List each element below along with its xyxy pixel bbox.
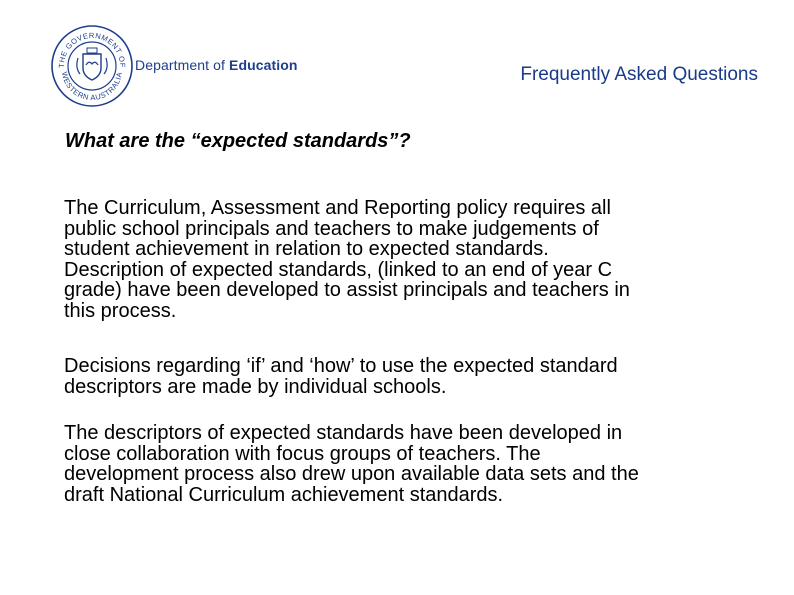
paragraph-line: descriptors are made by individual schools. [64, 375, 447, 398]
paragraph-development [64, 423, 764, 505]
paragraph-line: draft National Curriculum achievement standards. [64, 483, 504, 506]
department-name: Education [229, 57, 298, 73]
paragraph-line: public school principals and teachers to make judgements of [64, 217, 599, 240]
paragraph-decisions [64, 356, 764, 397]
svg-text:WESTERN AUSTRALIA: WESTERN AUSTRALIA [59, 70, 125, 103]
government-seal-logo [50, 24, 134, 108]
department-logo-text [135, 57, 298, 73]
paragraph-line: The descriptors of expected standards have been developed in [64, 422, 623, 444]
paragraph-line: close collaboration with focus groups of teachers. The [64, 442, 541, 465]
paragraph-line: Decisions regarding ‘if’ and ‘how’ to use the expected standard [64, 355, 618, 377]
paragraph-line: Description of expected standards, (linked to an end of year C [64, 258, 613, 281]
svg-text:THE GOVERNMENT OF: THE GOVERNMENT OF [56, 30, 128, 69]
paragraph-line: The Curriculum, Assessment and Reporting policy requires all [64, 197, 611, 219]
header-title: Frequently Asked Questions [520, 64, 758, 85]
department-prefix: Department of [135, 57, 226, 73]
paragraph-line: this process. [64, 299, 177, 322]
paragraph-line: student achievement in relation to expected standards. [64, 238, 549, 260]
paragraph-line: development process also drew upon available data sets and the [64, 463, 639, 485]
paragraph-policy [64, 198, 764, 321]
paragraph-line: grade) have been developed to assist principals and teachers in [64, 279, 630, 301]
question-heading: What are the “expected standards”? [65, 130, 411, 152]
